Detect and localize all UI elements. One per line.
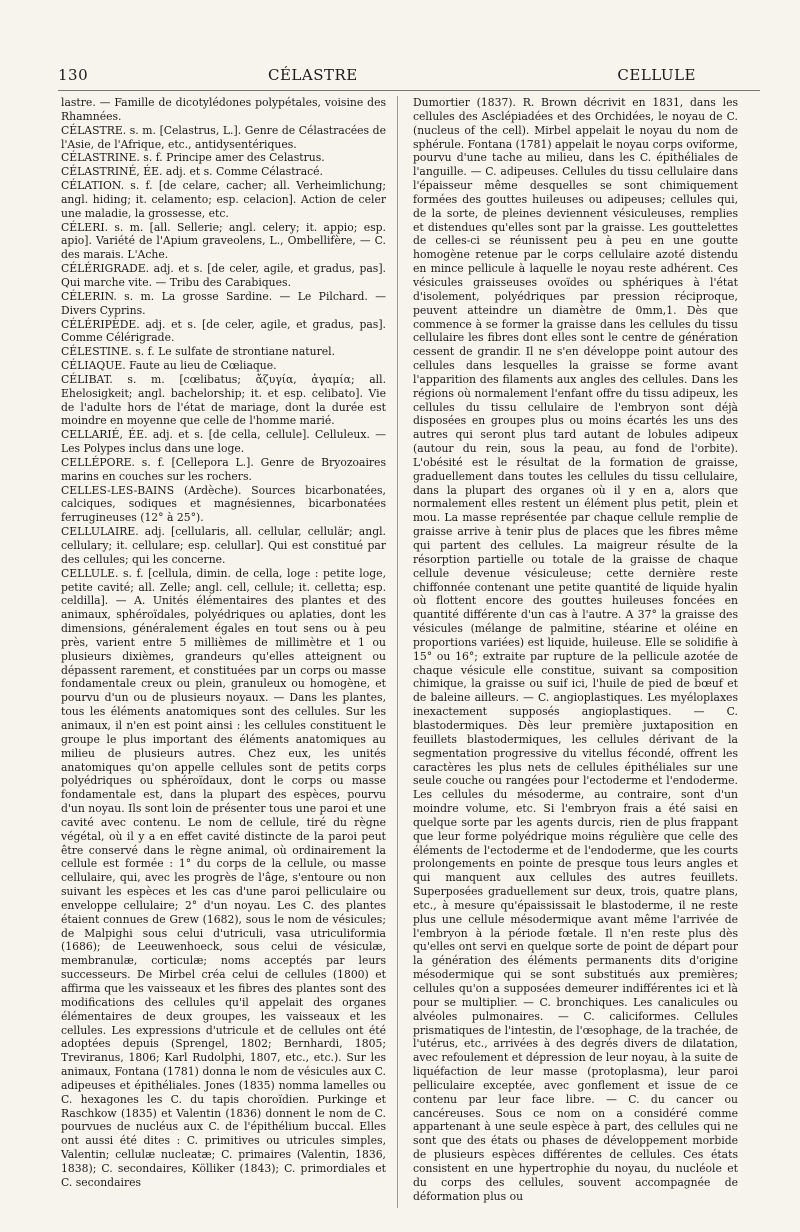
running-header <box>58 66 760 90</box>
entry-celeri: CÉLERI. s. m. [all. Sellerie; angl. celery; it. appio; esp. apio]. Variété de l'Apium graveolens, L., Ombellifère, — C. des marais. L'Ache. <box>61 220 386 262</box>
entry-cellule-continued: Dumortier (1837). R. Brown décrivit en 1831, dans les cellules des Asclépiadées et des Orchidées, le noyau de C. (nucleus of the cell). Mirbel appelait le noyau du nom de sphérule. Fontana (1781) appelait le noyau corps oviforme, pourvu d'une tache au milieu, dans les C. épithéliales de l'anguille. — C. adipeuses. Cellules du tissu cellulaire dans l'épaisseur même desquelles se sont chimiquement formées des gouttes huileuses ou adipeuses; cellules qui, de la sorte, de pleines deviennent vésiculeuses, remplies et distendues qu'elles sont par la graisse. Les gouttelettes de celles-ci se réunissent peu à peu en une goutte homogène retenue par le corps cellulaire azoté distendu en mince pellicule à laquelle le noyau reste adhérent. Ces vésicules graisseuses ovoïdes ou sphériques à l'état d'isolement, polyédriques par pression réciproque, peuvent atteindre un diamètre de 0mm,1. Dès que commence à se former la graisse dans les cellules du tissu cellulaire les fibres dont elles sont le centre de génération cessent de grandir. Il ne s'en développe point autour des cellules dans lesquelles la graisse se forme avant l'apparition des filaments aux angles des cellules. Dans les régions où normalement l'enfant offre du tissu adipeux, les cellules du tissu cellulaire de l'embryon sont déjà disposées en groupes plus ou moins écartés les uns des autres qui seront plus tard autant de lobules adipeux (autour du rein, sous la peau, au fond de l'orbite). L'obésité est le résultat de la formation de graisse, graduellement dans toutes les cellules du tissu cellulaire, dans la plupart des organes où il y en a, alors que normalement elles restent un élément plus petit, plein et mou. La masse représentée par chaque cellule remplie de graisse arrive à tenir plus de places que les fibres même qui partent des cellules. La maigreur résulte de la résorption partielle ou totale de la graisse de chaque cellule devenue vésiculeuse; cette dernière reste chiffonnée contenant une petite quantité de liquide hyalin où flottent encore des gouttes huileuses foncées en quantité différente d'un cas à l'autre. A 37° la graisse des vésicules (mélange de palmitine, stéarine et oléine en proportions variées) est liquide, huileuse. Elle se solidifie à 15° ou 16°; extraite par rupture de la pellicule azotée de chaque vésicule elle constitue, suivant sa composition chimique, la graisse ou suif ici, l'huile de pied de bœuf et de baleine ailleurs. — C. angioplastiques. Les myéloplaxes inexactement supposés angioplastiques. — C. blastodermiques. Dès leur première juxtaposition en feuillets blastodermiques, les cellules dérivant de la segmentation progressive du vitellus fécondé, offrent les caractères les plus nets de cellules épithéliales sur une seule couche ou rangées pour l'ectoderme et l'endoderme. Les cellules du mésoderme, au contraire, sont d'un moindre volume, etc. Si l'embryon frais a été saisi en quelque sorte par les agents durcis, rien de plus frappant que leur forme polyédrique moins régulière que celle des éléments de l'ectoderme et de l'endoderme, que les courts prolongements en pointe de presque tous leurs angles et qui manquent aux cellules des autres feuillets. Superposées graduellement sur deux, trois, quatre plans, etc., à mesure qu'épaississait le blastoderme, il ne reste plus une cellule mésodermique avant même l'arrivée de l'embryon à la période fœtale. Il n'en reste plus dès qu'elles ont servi en quelque sorte de point de départ pour la génération des éléments permanents dits d'origine mésodermique qui se sont substitués aux premières; cellules qu'on a supposées demeurer indifférentes ici et là pour se multiplier. — C. bronchiques. Les canalicules ou alvéoles pulmonaires. — C. caliciformes. Cellules prismatiques de l'intestin, de l'œsophage, de la trachée, de l'utérus, etc., arrivées à des degrés divers de dilatation, avec refoulement et dépression de leur noyau, à la suite de liquéfaction de leur masse (protoplasma), leur paroi pelliculaire exceptée, avec gonflement et issue de ce contenu par leur face libre. — C. du cancer ou cancéreuses. Sous ce nom on a considéré comme appartenant à une seule espèce à part, des cellules qui ne sont que des états ou phases de développement morbide de plusieurs espèces différentes de cellules. Ces états consistent en une hypertrophie du noyau, du nucléole et du corps des cellules, souvent accompagnée de déformation plus ou <box>413 96 738 1203</box>
entry-celiaque: CÉLIAQUE. Faute au lieu de Cœliaque. <box>61 359 277 373</box>
entry-celerin: CÉLERIN. s. m. La grosse Sardine. — Le Pilchard. — Divers Cyprins. <box>61 289 386 317</box>
header-rule <box>58 90 760 91</box>
entry-cellepore: CELLÉPORE. s. f. [Cellepora L.]. Genre de Bryozoaires marins en couches sur les rochers. <box>61 455 386 483</box>
left-column <box>61 96 386 1208</box>
page-number: 130 <box>58 66 89 84</box>
right-running-title: CELLULE <box>617 66 696 84</box>
entry-celestine: CÉLESTINE. s. f. Le sulfate de strontiane naturel. <box>61 345 336 359</box>
entry-cellarie: CELLARIÉ, ÉE. adj. et s. [de cella, cellule]. Celluleux. — Les Polypes inclus dans une loge. <box>61 428 386 456</box>
entry-celastre: CÉLASTRE. s. m. [Celastrus, L.]. Genre de Célastracées de l'Asie, de l'Afrique, etc., antidysentériques. <box>61 123 386 151</box>
entry-cellulaire: CELLULAIRE. adj. [cellularis, all. cellular, cellulär; angl. cellulary; it. cellulare; esp. celullar]. Qui est constitué par des cellules; qui les concerne. <box>61 525 386 566</box>
entry-celastrine-adj: CÉLASTRINÉ, ÉE. adj. et s. Comme Célastracé. <box>61 165 323 179</box>
entry-celles-les-bains: CELLES-LES-BAINS (Ardèche). Sources bicarbonatées, calciques, sodiques et magnésiennes, bicarbonatées ferrugineuses (12° à 25°). <box>61 483 386 525</box>
entry-celation: CÉLATION. s. f. [de celare, cacher; all. Verheimlichung; angl. hiding; it. celamento; esp. celacion]. Action de celer une maladie, la grossesse, etc. <box>61 179 386 220</box>
right-column <box>413 96 738 1208</box>
left-running-title: CÉLASTRE <box>268 66 358 84</box>
entry-celastracees-tail: lastre. — Famille de dicotylédones polypétales, voisine des Rhamnées. <box>61 96 386 123</box>
entry-celastrine: CÉLASTRINE. s. f. Principe amer des Celastrus. <box>61 151 325 165</box>
column-separator <box>397 96 398 1208</box>
entry-celeripede: CÉLÉRIPÈDE. adj. et s. [de celer, agile, et gradus, pas]. Comme Célérigrade. <box>61 317 386 345</box>
entry-celerigrade: CÉLÉRIGRADE. adj. et s. [de celer, agile, et gradus, pas]. Qui marche vite. — Tribu des Carabiques. <box>61 262 386 289</box>
entry-cellule: CELLULE. s. f. [cellula, dimin. de cella, loge : petite loge, petite cavité; all. Zelle; angl. cell, cellule; it. celletta; esp. celdilla]. — A. Unités élémentaires des plantes et des animaux, sphéroïdales, polyédriques ou aplaties, dont les dimensions, généralement égales en tout sens ou à peu près, varient entre 5 millièmes de millimètre et 1 ou plusieurs dixièmes, grandeurs qu'elles atteignent ou dépassent rarement, et constituées par un corps ou masse fondamentale creux ou plein, granuleux ou homogène, et pourvu d'un ou de plusieurs noyaux. — Dans les plantes, tous les éléments anatomiques sont des cellules. Sur les animaux, il n'en est point ainsi : les cellules constituent le groupe le plus important des éléments anatomiques au milieu de plusieurs autres. Chez eux, les unités anatomiques qu'on appelle cellules sont de petits corps polyédriques ou sphéroïdaux, dont le corps ou masse fondamentale est, dans la plupart des espèces, pourvu d'un noyau. Ils sont loin de présenter tous une paroi et une cavité avec contenu. Le nom de cellule, tiré du règne végétal, où il y a en effet cavité distincte de la paroi peut être conservé dans le règne animal, où ordinairement la cellule est formée : 1° du corps de la cellule, ou masse cellulaire, qui, avec les progrès de l'âge, s'entoure ou non suivant les espèces et les cas d'une paroi pelliculaire ou enveloppe cellulaire; 2° d'un noyau. Les C. des plantes étaient connues de Grew (1682), sous le nom de vésicules; de Malpighi sous celui d'utriculi, vasa utriculiformia (1686); de Leeuwenhoeck, sous celui de vésiculæ, membranulæ, corticulæ; noms acceptés par leurs successeurs. De Mirbel créa celui de cellules (1800) et affirma que les vaisseaux et les fibres des plantes sont des modifications des cellules qu'il appelait des organes élémentaires de deux groupes, les vaisseaux et les cellules. Les expressions d'utricule et de cellules ont été adoptées depuis (Sprengel, 1802; Bernhardi, 1805; Treviranus, 1806; Karl Rudolphi, 1807, etc., etc.). Sur les animaux, Fontana (1781) donna le nom de vésicules aux C. adipeuses et épithéliales. Jones (1835) nomma lamelles ou C. hexagones les C. du tapis choroïdien. Purkinge et Raschkow (1835) et Valentin (1836) donnent le nom de C. pourvues de nucléus aux C. de l'épithélium buccal. Elles ont aussi été dites : C. primitives ou utricules simples, Valentin; cellulæ nucleatæ; C. primaires (Valentin, 1836, 1838); C. secondaires, Kölliker (1843); C. primordiales et C. secondaires <box>61 566 386 1189</box>
entry-celibat: CÉLIBAT. s. m. [cœlibatus; ἄζυγία, ἀγαμία; all. Ehelosigkeit; angl. bachelorship; it. et esp. celibato]. Vie de l'adulte hors de l'état de mariage, dont la durée est moindre en moyenne que celle de l'homme marié. <box>61 372 386 428</box>
